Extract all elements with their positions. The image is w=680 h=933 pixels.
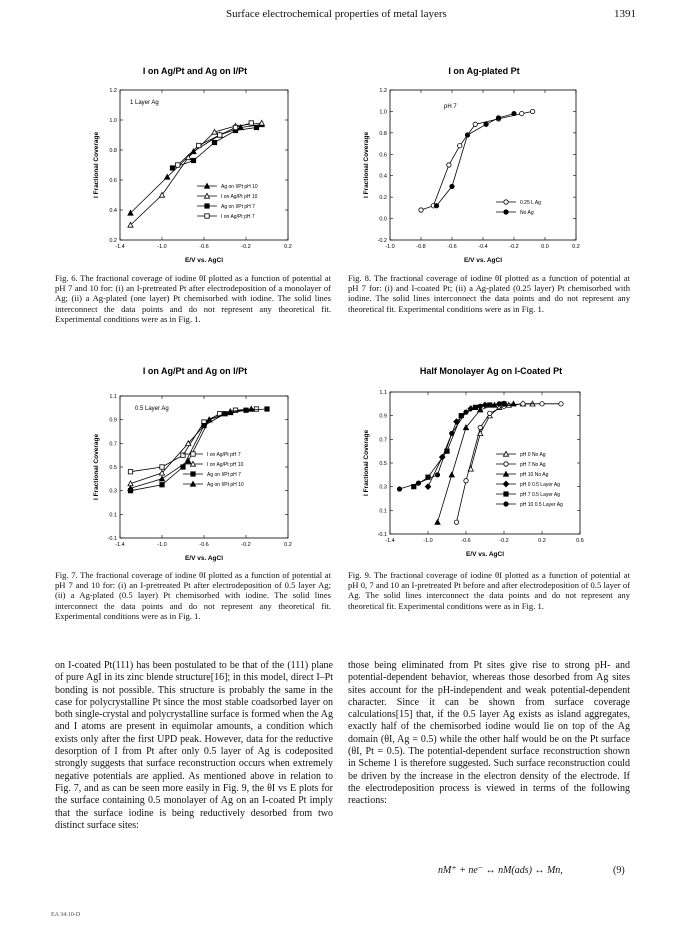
plot-frame [120, 90, 288, 240]
plot-frame [390, 90, 576, 240]
legend-label: pH 0 0.5 Layer Ag [520, 482, 561, 488]
legend [496, 451, 563, 508]
figure-7-caption: Fig. 7. The fractional coverage of iodine θI plotted as a function of potential at pH 7 and 10 for: (i) an I-pretreated Pt after electrodeposition of 0.5 layer Ag; (ii) a Ag-plated (0.5 layer) Pt chemisorbed with iodine. The solid lines interconnect the data points and do not represent any theoretical fit. Experimental conditions were as in Fig. 1. [55, 570, 331, 621]
y-tick-label: 0.3 [109, 488, 117, 495]
data-point [454, 520, 458, 524]
x-tick-label: 0.2 [284, 542, 292, 548]
y-tick-label: 0.2 [379, 195, 387, 202]
series-line [438, 404, 514, 522]
legend-label: pH 7 0.5 Layer Ag [520, 492, 561, 498]
data-point [496, 116, 500, 120]
chart-title: I on Ag/Pt and Ag on I/Pt [142, 66, 248, 76]
data-point [212, 140, 216, 144]
legend-label: Ag on I/Pt pH 10 [207, 482, 244, 488]
data-point [434, 204, 438, 208]
series-0 [419, 109, 535, 212]
figure-6 [75, 62, 315, 267]
legend-label: Ag on I/Pt pH 7 [207, 472, 241, 478]
data-point [449, 472, 454, 477]
x-tick-label: -0.2 [241, 542, 251, 548]
data-point [233, 125, 237, 129]
x-tick-label: 0.2 [572, 244, 580, 250]
x-tick-label: 0.2 [284, 244, 292, 250]
y-tick-label: 0.4 [109, 208, 117, 214]
data-point [160, 483, 164, 487]
y-tick-label: 0.0 [379, 216, 387, 223]
y-tick-label: 0.2 [109, 238, 117, 244]
legend-marker [504, 462, 508, 466]
x-axis-label: E/V vs. AgCl [463, 257, 503, 264]
data-point [520, 111, 524, 115]
x-tick-label: -0.6 [199, 244, 209, 250]
chart-title: Half Monolayer Ag on I-Coated Pt [419, 366, 563, 376]
y-tick-label: 0.3 [379, 484, 387, 491]
body-right-column: those being eliminated from Pt sites give rise to strong pH- and potential-dependent behavior, whereas those desorbed from Ag sites sites account for the pH-independent and weak potential-dependent character. Since it can be shown from surface coverage calculations[15] that, if the 0.5 layer Ag exists as island aggregates, exactly half of the chemisorbed iodine would lie on top of the Ag domain (θI, Ag = 0.5) while the other half would be on the Pt surface (θI, Pt = 0.5). The potential-dependent surface reconstruction shown in Scheme 1 is therefore suggested. Such surface reconstruction could be driven by the increase in the electron density of the electrode. If the electrodeposition process is viewed in terms of the following reactions: [348, 660, 630, 807]
inset-label: 0.5 Layer Ag [135, 406, 169, 412]
legend-marker [504, 210, 508, 214]
legend-label: I on Ag/Pt pH 7 [221, 214, 255, 220]
legend-label: pH 7 No Ag [520, 462, 546, 468]
y-tick-label: -0.2 [377, 238, 387, 244]
y-tick-label: 0.9 [379, 413, 387, 420]
data-point [191, 158, 195, 162]
y-axis-label: I Fractional Coverage [93, 131, 100, 199]
x-tick-label: -0.6 [461, 538, 471, 544]
figure-9-caption: Fig. 9. The fractional coverage of iodine θI plotted as a function of potential at pH 0, 7 and 10 an I-pretreated Pt before and after electrodeposition of 0.5 layer of Ag. The solid lines interconnect the data points and do not represent any theoretical fit. Experimental conditions were as in Fig. 1. [348, 570, 630, 611]
y-tick-label: 0.1 [109, 512, 117, 519]
x-axis-label: E/V vs. AgCl [184, 257, 224, 264]
data-point [425, 484, 431, 490]
y-tick-label: 0.5 [109, 465, 117, 471]
series-0 [128, 122, 264, 215]
y-tick-label: 0.7 [109, 441, 117, 448]
series-line [131, 409, 268, 491]
figure-9 [356, 362, 601, 572]
legend [496, 200, 541, 216]
legend-marker [504, 200, 508, 204]
data-point [397, 487, 401, 491]
y-tick-label: 0.1 [379, 508, 387, 515]
figure-6-chart [75, 62, 315, 267]
x-tick-label: -0.2 [499, 538, 509, 544]
data-point [458, 144, 462, 148]
body-left-column: on I-coated Pt(111) has been postulated to be that of the (111) plane of pure AgI in its zinc blende structure[16]; in this model, direct I–Pt bonding is not possible. This structure is probably the same in the case for polycrystalline Pt since the most stable coadsorbed layer on both single-crystal and polycrystalline surface is formed when the Ag and I atoms are present in equimolar amounts, a condition which exists only after the first UPD peak. However, data for the reductive desorption of I from Pt after only 0.5 layer of Ag is codeposited strongly suggests that surface reconstruction occurs when extremely negative potentials are applied. As mentioned above in relation to Fig. 7, and as can be seen more easily in Fig. 9, the θI vs E plots for the surface containing 0.5 monolayer of Ag on an I-coated Pt imply that the surface iodine is being reductively desorbed from two distinct surface sites: [55, 660, 333, 831]
y-tick-label: 1.0 [379, 109, 387, 116]
equation-number: (9) [613, 865, 625, 876]
data-point [160, 465, 164, 469]
data-point [419, 208, 423, 212]
x-axis-label: E/V vs. AgCl [465, 551, 505, 558]
page-footer: EA 34:10-D [51, 912, 81, 918]
data-point [465, 133, 469, 137]
inset-label: pH 7 [444, 104, 457, 110]
series-1 [128, 120, 264, 227]
y-tick-label: 0.6 [109, 178, 117, 184]
y-tick-label: 0.6 [379, 152, 387, 159]
legend-marker [503, 481, 509, 487]
legend-marker [191, 472, 195, 476]
y-axis-label: I Fractional Coverage [363, 131, 370, 199]
legend-marker [191, 452, 195, 456]
data-point [249, 121, 253, 125]
page-number: 1391 [614, 8, 636, 20]
y-tick-label: 0.4 [379, 173, 387, 180]
legend-label: pH 10 0.5 Layer Ag [520, 502, 563, 508]
data-point [484, 122, 488, 126]
legend-label: 0.25 L Ag [520, 200, 541, 206]
x-tick-label: -1.4 [385, 538, 395, 544]
data-point [218, 133, 222, 137]
x-tick-label: -1.0 [157, 542, 167, 548]
plot-frame [390, 392, 580, 534]
legend-label: Ag on I/Pt pH 7 [221, 204, 255, 210]
figure-7-chart [75, 362, 315, 572]
x-tick-label: 0.2 [538, 538, 546, 544]
series-4 [412, 402, 507, 489]
y-tick-label: 0.8 [109, 148, 117, 154]
data-point [521, 402, 525, 406]
x-tick-label: -0.2 [509, 244, 519, 250]
data-point [488, 411, 492, 415]
data-point [559, 402, 563, 406]
data-point [530, 109, 534, 113]
data-point [259, 120, 264, 125]
data-point [497, 402, 501, 406]
y-tick-label: -0.1 [377, 532, 387, 538]
figure-8 [356, 62, 596, 267]
legend-marker [205, 204, 209, 208]
legend-label: I on Ag/Pt pH 7 [207, 452, 241, 458]
legend-marker [504, 502, 508, 506]
x-tick-label: -0.8 [416, 244, 426, 250]
y-axis-label: I Fractional Coverage [93, 433, 100, 501]
data-point [447, 163, 451, 167]
data-point [170, 166, 174, 170]
series-5 [397, 402, 501, 492]
equation-9: nM⁺ + ne⁻ ↔ nM(ads) ↔ Mn, [438, 865, 563, 876]
data-point [159, 476, 164, 481]
legend-marker [205, 214, 209, 218]
data-point [254, 125, 258, 129]
y-tick-label: 1.2 [109, 88, 117, 94]
data-point [540, 402, 544, 406]
data-point [464, 410, 468, 414]
data-point [176, 163, 180, 167]
legend-label: pH 10 No Ag [520, 472, 549, 478]
x-tick-label: 0.6 [576, 538, 584, 544]
y-axis-label: I Fractional Coverage [363, 429, 370, 497]
y-tick-label: 0.5 [379, 461, 387, 467]
figure-7 [75, 362, 315, 572]
legend [197, 183, 258, 220]
legend-label: Ag on I/Pt pH 10 [221, 184, 258, 190]
figure-9-chart [356, 362, 601, 572]
y-tick-label: -0.1 [107, 536, 117, 542]
figure-8-chart [356, 62, 596, 267]
legend-label: I on Ag/Pt pH 10 [207, 462, 244, 468]
data-point [128, 470, 132, 474]
series-2 [128, 407, 269, 493]
data-point [473, 122, 477, 126]
x-tick-label: -1.4 [115, 542, 125, 548]
y-tick-label: 1.0 [109, 118, 117, 124]
x-tick-label: -1.0 [157, 244, 167, 250]
x-tick-label: -1.0 [423, 538, 433, 544]
series-line [471, 404, 533, 469]
series-line [437, 114, 515, 206]
x-tick-label: -1.4 [115, 244, 125, 250]
data-point [512, 111, 516, 115]
data-point [197, 143, 201, 147]
legend-label: No Ag [520, 210, 534, 216]
chart-title: I on Ag-plated Pt [448, 66, 520, 76]
data-point [478, 425, 482, 429]
figure-8-caption: Fig. 8. The fractional coverage of iodine θI plotted as a function of potential at pH 7 for: (i) and I-coated Pt; (ii) a Ag-plated (0.25 layer) Pt chemisorbed with iodine. The solid lines interconnect the data points and do not represent any theoretical fit. Experimental conditions were as in Fig. 1. [348, 273, 630, 314]
x-tick-label: -0.2 [241, 244, 251, 250]
data-point [450, 431, 454, 435]
chart-title: I on Ag/Pt and Ag on I/Pt [142, 366, 248, 376]
data-point [435, 520, 440, 525]
running-title: Surface electrochemical properties of metal layers [226, 8, 447, 20]
x-tick-label: 0.0 [541, 244, 549, 250]
legend-label: pH 0 No Ag [520, 452, 546, 458]
x-axis-label: E/V vs. AgCl [184, 555, 224, 562]
plot-frame [120, 396, 288, 538]
data-point [254, 407, 258, 411]
x-tick-label: -0.6 [199, 542, 209, 548]
y-tick-label: 0.9 [109, 417, 117, 424]
y-tick-label: 0.7 [379, 437, 387, 444]
data-point [435, 473, 439, 477]
data-point [478, 404, 482, 408]
x-tick-label: -1.0 [385, 244, 395, 250]
data-point [450, 184, 454, 188]
data-point [265, 407, 269, 411]
y-tick-label: 1.1 [379, 390, 387, 396]
data-point [416, 481, 420, 485]
x-tick-label: -0.6 [447, 244, 457, 250]
legend-label: I on Ag/Pt pH 10 [221, 194, 258, 200]
y-tick-label: 1.2 [379, 88, 387, 94]
x-tick-label: -0.4 [478, 244, 488, 250]
data-point [159, 192, 164, 197]
legend [183, 452, 244, 488]
y-tick-label: 0.8 [379, 130, 387, 137]
data-point [502, 402, 506, 406]
legend-marker [504, 492, 508, 496]
data-point [464, 479, 468, 483]
y-tick-label: 1.1 [109, 394, 117, 400]
figure-6-caption: Fig. 6. The fractional coverage of iodine θI plotted as a function of potential at pH 7 and 10 for: (i) an I-pretreated Pt after electrodeposition of a monolayer of Ag; (ii) a Ag-plated (one layer) Pt chemisorbed with iodine. The solid lines interconnect the data points and do not represent any theoretical fit. Experimental conditions were as in Fig. 1. [55, 273, 331, 324]
inset-label: 1 Layer Ag [130, 100, 159, 106]
